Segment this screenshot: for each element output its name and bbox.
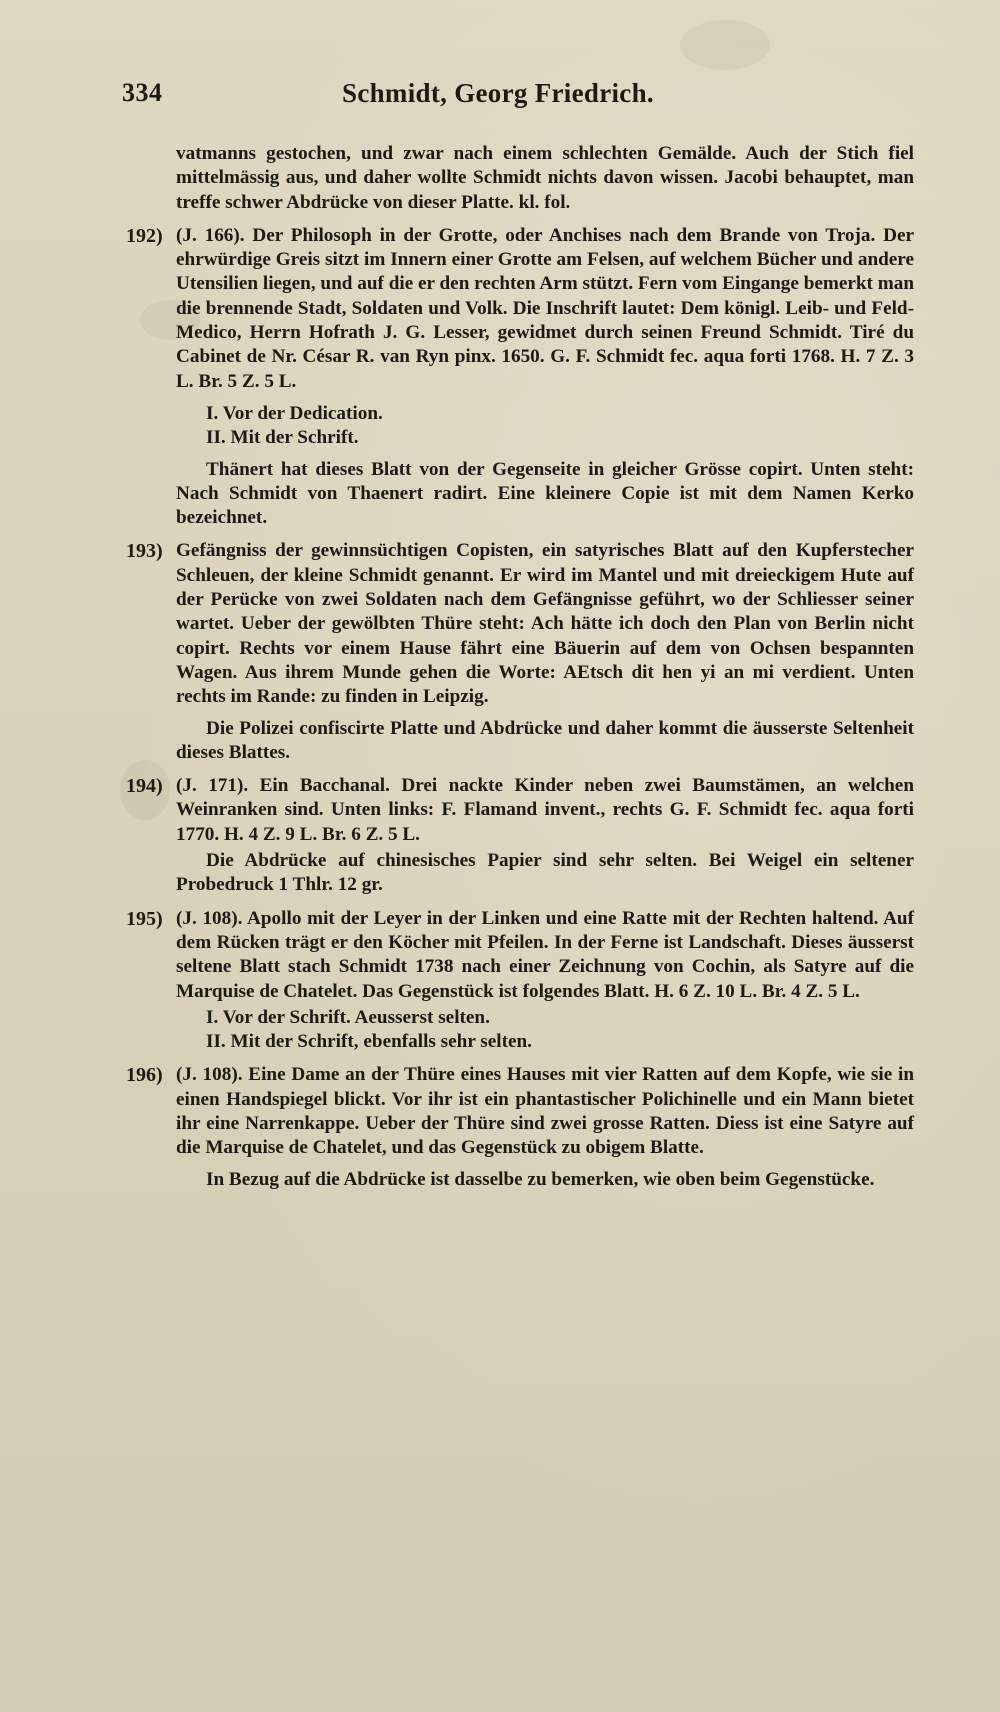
entry-number: 193)	[126, 540, 163, 563]
catalogue-entry	[126, 907, 914, 1055]
state-list	[176, 402, 914, 451]
paper-stain	[680, 20, 770, 70]
entry-note: Die Abdrücke auf chinesisches Papier sind sehr selten. Bei Weigel ein seltener Probedruck 1 Thlr. 12 gr.	[176, 850, 914, 896]
entry-note: Die Polizei confiscirte Platte und Abdrücke und daher kommt die äusserste Seltenheit dieses Blattes.	[176, 717, 914, 763]
state-item: II. Mit der Schrift.	[206, 427, 359, 449]
catalogue-entry	[126, 539, 914, 765]
entry-number: 195)	[126, 907, 163, 930]
running-title: Schmidt, Georg Friedrich.	[342, 78, 654, 108]
running-header	[122, 78, 922, 118]
catalogue-entry	[126, 774, 914, 897]
entry-note: In Bezug auf die Abdrücke ist dasselbe zu bemerken, wie oben beim Gegenstücke.	[206, 1168, 875, 1190]
catalogue-entry	[126, 1063, 914, 1191]
entry-number: 194)	[126, 775, 163, 798]
entry-description: (J. 171). Ein Bacchanal. Drei nackte Kinder neben zwei Baumstämen, an welchen Weinranken sind. Unten links: F. Flamand invent., rechts G. F. Schmidt fec. aqua forti 1770. H. 4 Z. 9 L. Br. 6 Z. 5 L.	[176, 775, 914, 845]
continuation-paragraph: vatmanns gestochen, und zwar nach einem schlechten Gemälde. Auch der Stich fiel mittelmässig aus, und daher wollte Schmidt nichts davon wissen. Jacobi behauptet, man treffe schwer Abdrücke von dieser Platte. kl. fol.	[176, 143, 914, 213]
catalogue-entry	[126, 224, 914, 531]
entry-number: 196)	[126, 1064, 163, 1087]
entry-description: (J. 108). Eine Dame an der Thüre eines Hauses mit vier Ratten auf dem Kopfe, wie sie in einen Handspiegel blickt. Vor ihr ist ein phantastischer Polichinelle und ein Mann bietet ihr eine Narrenkappe. Ueber der Thüre sind zwei grosse Ratten. Diess ist eine Satyre auf die Marquise de Chatelet, und das Gegenstück zu obigem Blatte.	[176, 1064, 914, 1159]
page-number: 334	[122, 78, 163, 107]
state-list	[176, 1006, 914, 1055]
state-item: II. Mit der Schrift, ebenfalls sehr selten.	[206, 1031, 532, 1053]
entry-number: 192)	[126, 224, 163, 247]
entry-description: Gefängniss der gewinnsüchtigen Copisten, ein satyrisches Blatt auf den Kupferstecher Schleuen, der kleine Schmidt genannt. Er wird im Mantel und mit dreieckigem Hute auf der Perücke von zwei Soldaten nach dem Gefängnisse geführt, wo der Schliesser seiner wartet. Ueber der gewölbten Thüre steht: Ach hätte ich doch den Plan von Berlin nicht copirt. Rechts vor einem Hause fährt eine Bäuerin auf dem von Ochsen bespannten Wagen. Aus ihrem Munde gehen die Worte: AEtsch dit hen yi an mi verdient. Unten rechts im Rande: zu finden in Leipzig.	[176, 540, 914, 708]
entry-note: Thänert hat dieses Blatt von der Gegenseite in gleicher Grösse copirt. Unten steht: Nach Schmidt von Thaenert radirt. Eine kleinere Copie ist mit dem Namen Kerko bezeichnet.	[176, 458, 914, 529]
entry-description: (J. 166). Der Philosoph in der Grotte, oder Anchises nach dem Brande von Troja. Der ehrwürdige Greis sitzt im Innern einer Grotte am Felsen, auf welchem Bücher und andere Utensilien liegen, und auf die er den rechten Arm stützt. Fern vom Eingange bemerkt man die brennende Stadt, Soldaten und Volk. Die Inschrift lautet: Dem königl. Leib- und Feld-Medico, Herrn Hofrath J. G. Lesser, gewidmet durch seinen Freund Schmidt. Tiré du Cabinet de Nr. César R. van Ryn pinx. 1650. G. F. Schmidt fec. aqua forti 1768. H. 7 Z. 3 L. Br. 5 Z. 5 L.	[176, 224, 914, 392]
body-text	[126, 142, 914, 1192]
state-item: I. Vor der Dedication.	[206, 402, 383, 424]
entry-description: (J. 108). Apollo mit der Leyer in der Linken und eine Ratte mit der Rechten haltend. Auf dem Rücken trägt er den Köcher mit Pfeilen. In der Ferne ist Landschaft. Dieses äusserst seltene Blatt stach Schmidt 1738 nach einer Zeichnung von Cochin, als Satyre auf die Marquise de Chatelet. Das Gegenstück ist folgendes Blatt. H. 6 Z. 10 L. Br. 4 Z. 5 L.	[176, 907, 914, 1002]
state-item: I. Vor der Schrift. Aeusserst selten.	[206, 1006, 490, 1028]
